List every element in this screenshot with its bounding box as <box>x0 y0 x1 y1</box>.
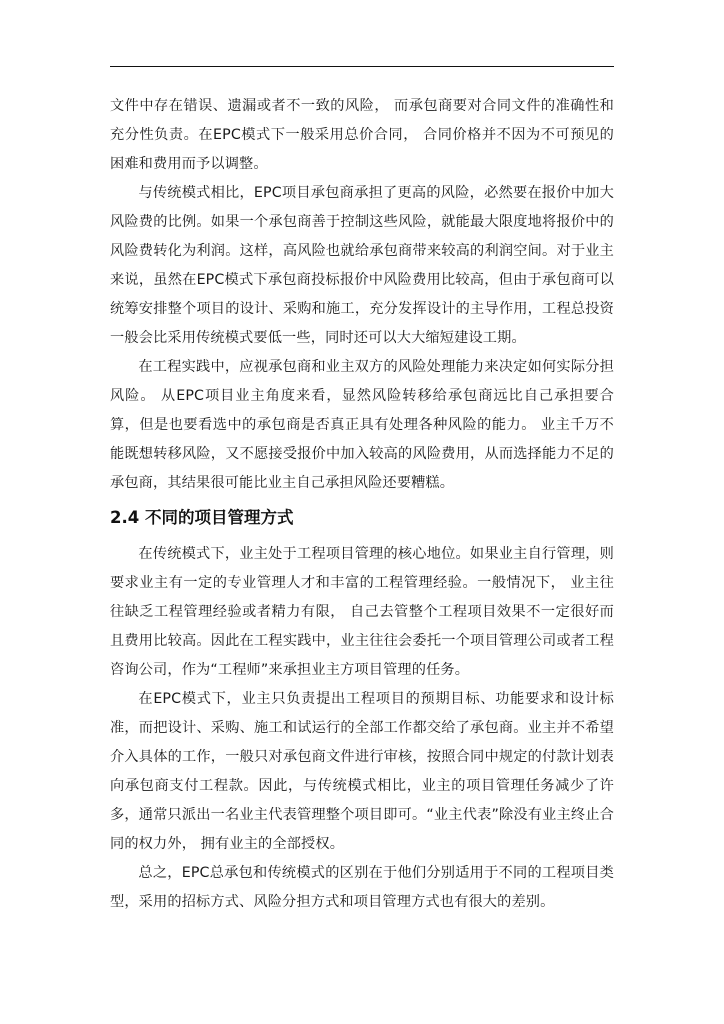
paragraph-epc-management: 在EPC模式下，业主只负责提出工程项目的预期目标、功能要求和设计标准，而把设计、采购、施工和试运行的全部工作都交给了承包商。业主并不希望介入具体的工作，一般只对承包商文件进行审核，按照合同中规定的付款计划表向承包商支付工程款。因此，与传统模式相比，业主的项目管理任务减少了许多，通常只派出一名业主代表管理整个项目即可。“业主代表”除没有业主终止合同的权力外， 拥有业主的全部授权。 <box>110 691 614 852</box>
paragraph-traditional-management: 在传统模式下，业主处于工程项目管理的核心地位。如果业主自行管理，则要求业主有一定的专业管理人才和丰富的工程管理经验。一般情况下， 业主往往缺乏工程管理经验或者精力有限， 自己去管整个工程项目效果不一定很好而且费用比较高。因此在工程实践中，业主往往会委托一个项目管理公司或者工程咨询公司，作为“工程师”来承担业主方项目管理的任务。 <box>110 546 614 678</box>
section-heading: 2.4 不同的项目管理方式 <box>110 508 294 527</box>
header-rule <box>110 66 614 67</box>
page-body <box>110 92 614 917</box>
paragraph-epc-risk-comparison: 与传统模式相比，EPC项目承包商承担了更高的风险，必然要在报价中加大风险费的比例。如果一个承包商善于控制这些风险，就能最大限度地将报价中的风险费转化为利润。这样，高风险也就给承包商带来较高的利润空间。对于业主来说，虽然在EPC模式下承包商投标报价中风险费用比较高，但由于承包商可以统筹安排整个项目的设计、采购和施工，充分发挥设计的主导作用，工程总投资一般会比采用传统模式要低一些，同时还可以大大缩短建设工期。 <box>110 185 614 346</box>
paragraph-summary: 总之，EPC总承包和传统模式的区别在于他们分别适用于不同的工程项目类型，采用的招标方式、风险分担方式和项目管理方式也有很大的差别。 <box>110 865 614 910</box>
paragraph-risk-continuation: 文件中存在错误、遗漏或者不一致的风险， 而承包商要对合同文件的准确性和充分性负责。在EPC模式下一般采用总价合同， 合同价格并不因为不可预见的困难和费用而予以调整。 <box>110 98 614 172</box>
paragraph-risk-allocation: 在工程实践中，应视承包商和业主双方的风险处理能力来决定如何实际分担风险。 从EPC项目业主角度来看，显然风险转移给承包商远比自己承担要合算，但是也要看选中的承包商是否真正具有处理各种风险的能力。 业主千万不能既想转移风险，又不愿接受报价中加入较高的风险费用，从而选择能力不足的承包商，其结果很可能比业主自己承担风险还要糟糕。 <box>110 359 614 491</box>
